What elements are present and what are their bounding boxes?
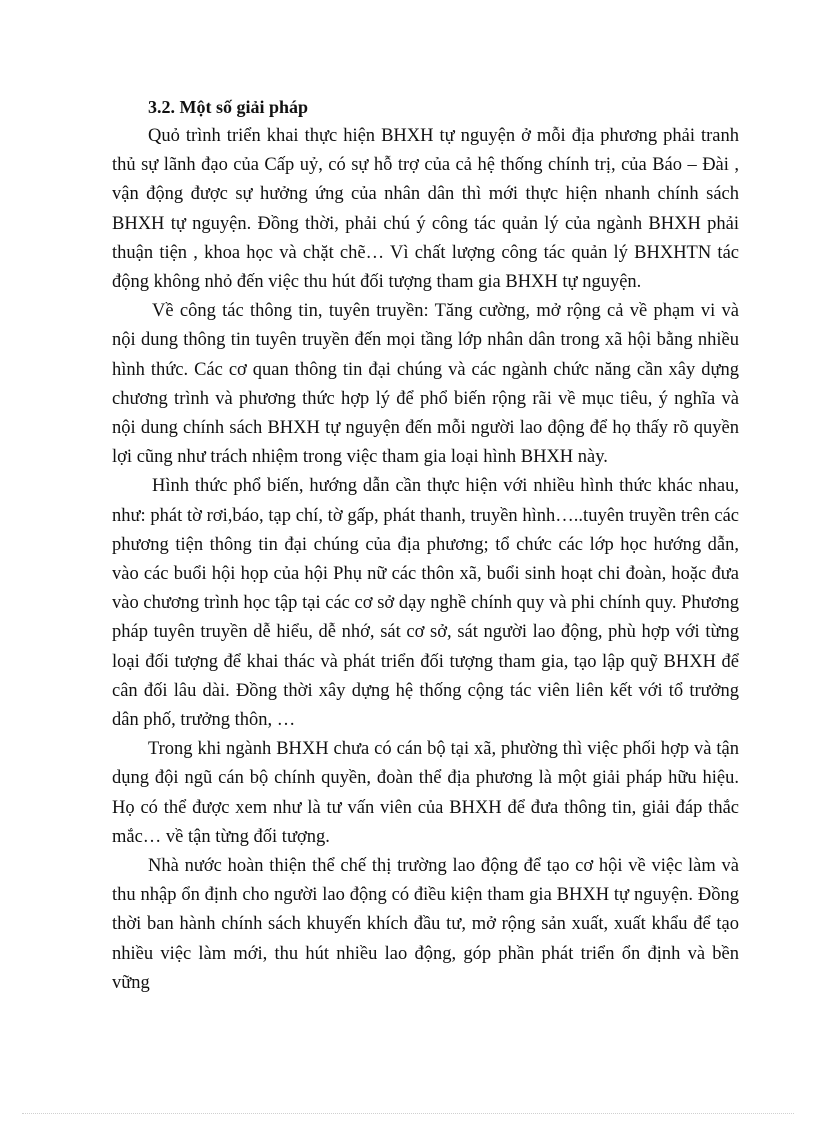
paragraph-2: Về công tác thông tin, tuyên truyền: Tăng cường, mở rộng cả về phạm vi và nội dung thông tin tuyên truyền đến mọi tầng lớp nhân dân trong xã hội bằng nhiều hình thức. Các cơ quan thông tin đại chúng và các ngành chức năng cần xây dựng chương trình và phương thức hợp lý để phổ biến rộng rãi về mục tiêu, ý nghĩa và nội dung chính sách BHXH tự nguyện đến mỗi người lao động để họ thấy rõ quyền lợi cũng như trách nhiệm trong việc tham gia loại hình BHXH này. [112,301,739,468]
paragraph-3: Hình thức phổ biến, hướng dẫn cần thực hiện với nhiều hình thức khác nhau, như: phát tờ rơi,báo, tạp chí, tờ gấp, phát thanh, truyền hình…..tuyên truyền trên các phương tiện thông tin đại chúng của địa phương; tổ chức các lớp học hướng dẫn, vào các buổi hội họp của hội Phụ nữ các thôn xã, buổi sinh hoạt chi đoàn, hoặc đưa vào chương trình học tập tại các cơ sở dạy nghề chính quy và phi chính quy. Phương pháp tuyên truyền dễ hiểu, dễ nhớ, sát cơ sở, sát người lao động, phù hợp với từng loại đối tượng để khai thác và phát triển đối tượng tham gia, tạo lập quỹ BHXH để cân đối lâu dài. Đồng thời xây dựng hệ thống cộng tác viên liên kết với tổ trưởng dân phố, trưởng thôn, … [112,476,739,731]
paragraph-1: Quỏ trình triển khai thực hiện BHXH tự nguyện ở mỗi địa phương phải tranh thủ sự lãnh đạo của Cấp uỷ, có sự hỗ trợ của cả hệ thống chính trị, của Báo – Đài , vận động được sự hưởng ứng của nhân dân thì mới thực hiện nhanh chính sách BHXH tự nguyện. Đồng thời, phải chú ý công tác quản lý của ngành BHXH phải thuận tiện , khoa học và chặt chẽ… Vì chất lượng công tác quản lý BHXHTN tác động không nhỏ đến việc thu hút đối tượng tham gia BHXH tự nguyện. [112,126,739,293]
paragraph-4: Trong khi ngành BHXH chưa có cán bộ tại xã, phường thì việc phối hợp và tận dụng đội ngũ cán bộ chính quyền, đoàn thể địa phương là một giải pháp hữu hiệu. Họ có thể được xem như là tư vấn viên của BHXH để đưa thông tin, giải đáp thắc mắc… về tận từng đối tượng. [112,739,739,847]
section-heading: 3.2. Một số giải pháp [148,97,309,117]
page-bottom-divider [22,1113,794,1114]
paragraph-5: Nhà nước hoàn thiện thể chế thị trường lao động để tạo cơ hội về việc làm và thu nhập ổn định cho người lao động có điều kiện tham gia BHXH tự nguyện. Đồng thời ban hành chính sách khuyến khích đầu tư, mở rộng sản xuất, xuất khẩu để tạo nhiều việc làm mới, thu hút nhiều lao động, góp phần phát triển ổn định và bền vững [112,856,739,993]
document-body [112,92,739,998]
